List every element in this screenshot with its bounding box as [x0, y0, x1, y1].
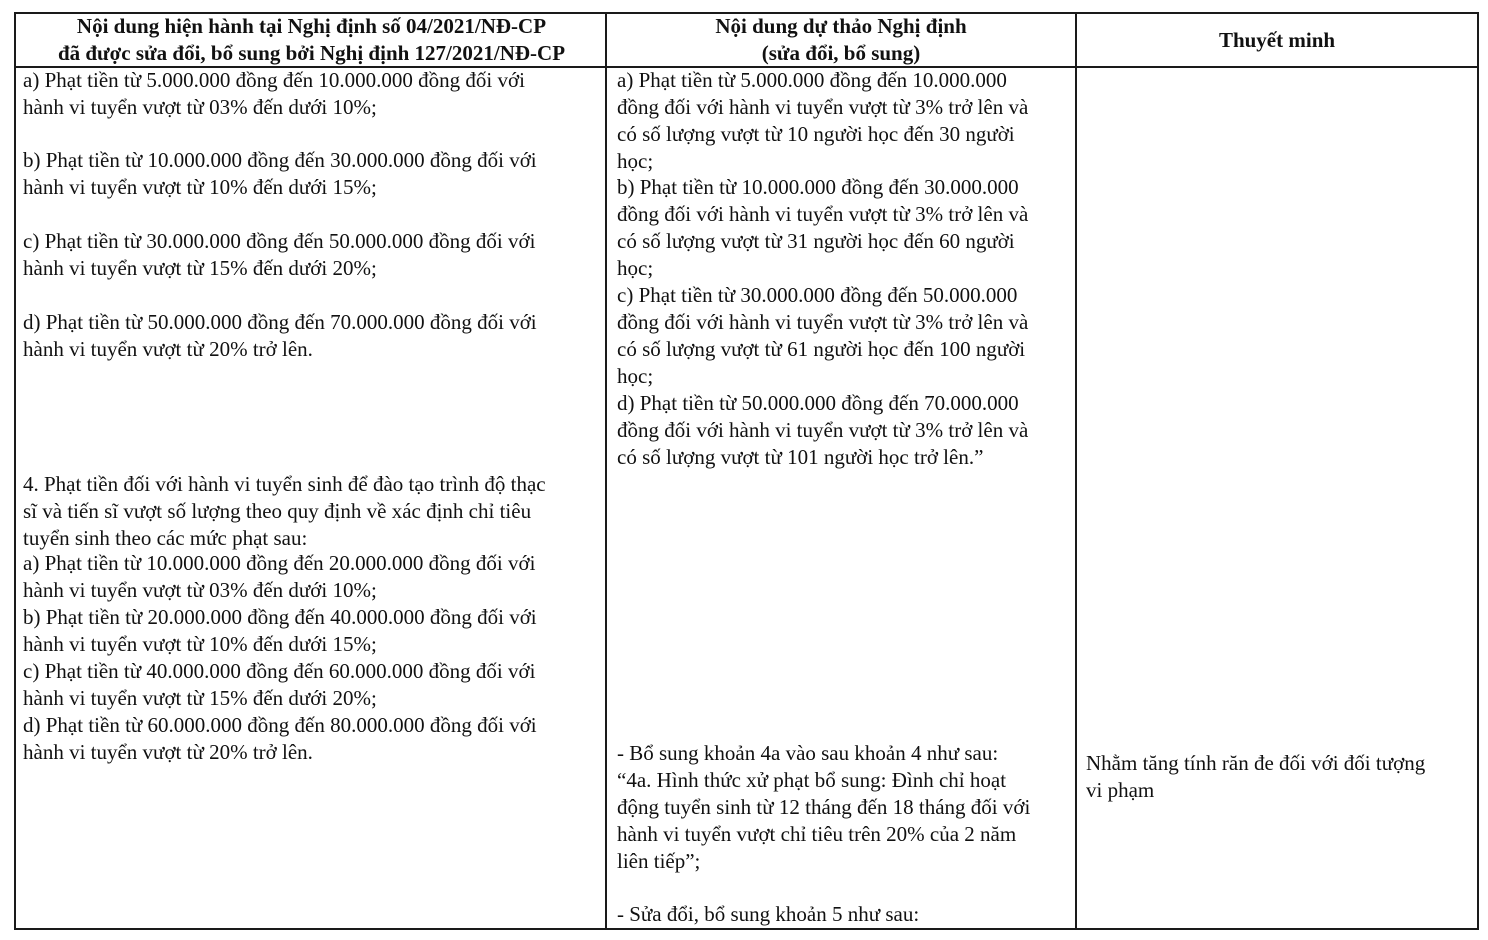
current-d-line2: hành vi tuyển vượt từ 20% trở lên.	[23, 337, 313, 361]
draft-c-line1: c) Phạt tiền từ 30.000.000 đồng đến 50.000.000	[617, 283, 1018, 307]
table-border-bottom	[14, 928, 1479, 930]
table-divider-col1	[605, 12, 607, 930]
draft-clause4a-intro: - Bổ sung khoản 4a vào sau khoản 4 như sau:	[617, 741, 999, 765]
draft-a-line2: đồng đối với hành vi tuyển vượt từ 3% trở lên và	[617, 95, 1029, 119]
draft-clause5-intro: - Sửa đổi, bổ sung khoản 5 như sau:	[617, 902, 920, 926]
draft-a-line1: a) Phạt tiền từ 5.000.000 đồng đến 10.000.000	[617, 68, 1007, 92]
draft-b-line1: b) Phạt tiền từ 10.000.000 đồng đến 30.000.000	[617, 175, 1019, 199]
table-divider-col2	[1075, 12, 1077, 930]
header-current-content	[16, 13, 607, 67]
header-draft-line1: Nội dung dự thảo Nghị định	[715, 14, 967, 38]
current-clause4-line1: 4. Phạt tiền đối với hành vi tuyển sinh để đào tạo trình độ thạc	[23, 472, 546, 496]
draft-a-line3: có số lượng vượt từ 10 người học đến 30 người	[617, 122, 1015, 146]
current-c-line2: hành vi tuyển vượt từ 15% đến dưới 20%;	[23, 256, 377, 280]
table-border-right	[1477, 12, 1479, 930]
current-clause4-b-line2: hành vi tuyển vượt từ 10% đến dưới 15%;	[23, 632, 377, 656]
current-clause4-c-line2: hành vi tuyển vượt từ 15% đến dưới 20%;	[23, 686, 377, 710]
draft-clause4a-line1: “4a. Hình thức xử phạt bổ sung: Đình chỉ hoạt	[617, 768, 1007, 792]
explanation-line1: Nhằm tăng tính răn đe đối với đối tượng	[1086, 751, 1426, 775]
header-current-line1: Nội dung hiện hành tại Nghị định số 04/2021/NĐ-CP	[76, 14, 547, 38]
current-clause4-d-line2: hành vi tuyển vượt từ 20% trở lên.	[23, 740, 313, 764]
draft-b-line3: có số lượng vượt từ 31 người học đến 60 người	[617, 229, 1015, 253]
current-clause4-c-line1: c) Phạt tiền từ 40.000.000 đồng đến 60.000.000 đồng đối với	[23, 659, 536, 683]
draft-d-line1: d) Phạt tiền từ 50.000.000 đồng đến 70.000.000	[617, 391, 1019, 415]
draft-c-line2: đồng đối với hành vi tuyển vượt từ 3% trở lên và	[617, 310, 1029, 334]
current-clause4-line3: tuyển sinh theo các mức phạt sau:	[23, 526, 308, 550]
table-border-left	[14, 12, 16, 930]
current-a-line1: a) Phạt tiền từ 5.000.000 đồng đến 10.000.000 đồng đối với	[23, 68, 525, 92]
current-clause4-b-line1: b) Phạt tiền từ 20.000.000 đồng đến 40.000.000 đồng đối với	[23, 605, 537, 629]
current-clause4-d-line1: d) Phạt tiền từ 60.000.000 đồng đến 80.000.000 đồng đối với	[23, 713, 537, 737]
draft-clause4a-line2: động tuyển sinh từ 12 tháng đến 18 tháng đối với	[617, 795, 1031, 819]
current-clause4-a-line2: hành vi tuyển vượt từ 03% đến dưới 10%;	[23, 578, 377, 602]
current-c-line1: c) Phạt tiền từ 30.000.000 đồng đến 50.000.000 đồng đối với	[23, 229, 536, 253]
draft-c-line4: học;	[617, 364, 654, 388]
current-b-line2: hành vi tuyển vượt từ 10% đến dưới 15%;	[23, 175, 377, 199]
draft-clause4a-line3: hành vi tuyển vượt chỉ tiêu trên 20% của 2 năm	[617, 822, 1017, 846]
current-b-line1: b) Phạt tiền từ 10.000.000 đồng đến 30.000.000 đồng đối với	[23, 148, 537, 172]
draft-c-line3: có số lượng vượt từ 61 người học đến 100 người	[617, 337, 1026, 361]
draft-b-line4: học;	[617, 256, 654, 280]
draft-a-line4: học;	[617, 149, 654, 173]
explanation-line2: vi phạm	[1086, 778, 1155, 802]
header-current-line2: đã được sửa đổi, bổ sung bởi Nghị định 127/2021/NĐ-CP	[57, 41, 566, 65]
draft-b-line2: đồng đối với hành vi tuyển vượt từ 3% trở lên và	[617, 202, 1029, 226]
draft-d-line2: đồng đối với hành vi tuyển vượt từ 3% trở lên và	[617, 418, 1029, 442]
header-draft-line2: (sửa đổi, bổ sung)	[761, 41, 921, 65]
current-clause4-line2: sĩ và tiến sĩ vượt số lượng theo quy định về xác định chỉ tiêu	[23, 499, 532, 523]
current-d-line1: d) Phạt tiền từ 50.000.000 đồng đến 70.000.000 đồng đối với	[23, 310, 537, 334]
current-clause4-a-line1: a) Phạt tiền từ 10.000.000 đồng đến 20.000.000 đồng đối với	[23, 551, 536, 575]
draft-d-line3: có số lượng vượt từ 101 người học trở lên.”	[617, 445, 984, 469]
header-explanation: Thuyết minh	[1218, 28, 1336, 52]
current-a-line2: hành vi tuyển vượt từ 03% đến dưới 10%;	[23, 95, 377, 119]
draft-clause4a-line4: liên tiếp”;	[617, 849, 701, 873]
header-draft-content	[607, 13, 1075, 67]
